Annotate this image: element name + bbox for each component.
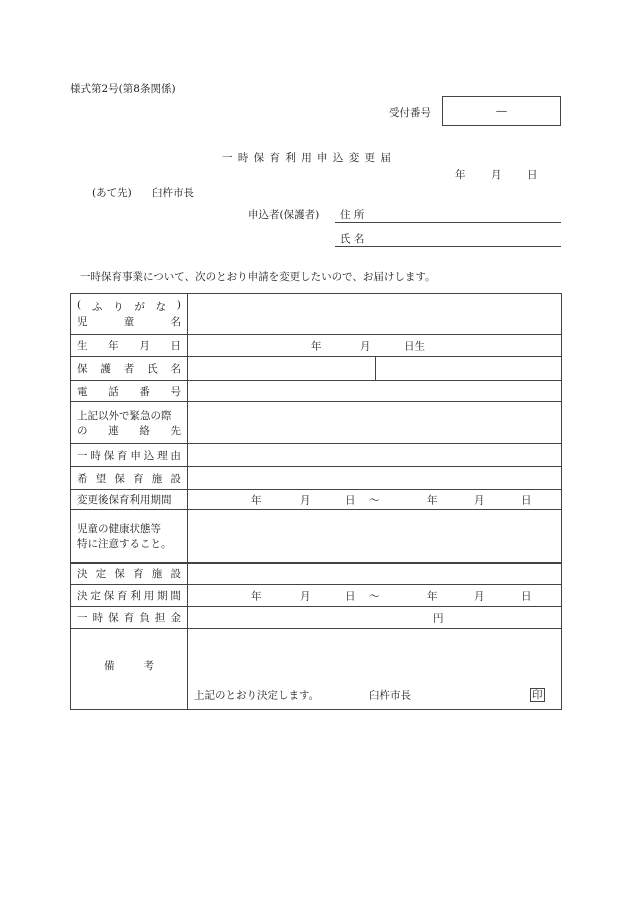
decided-start-month: 月 <box>300 590 311 602</box>
furigana-label <box>77 299 181 314</box>
remarks-field[interactable] <box>188 629 562 710</box>
remarks-label <box>104 658 154 673</box>
decided-facility-label-char: 保 <box>114 568 125 581</box>
addressee-prefix: (あて先) <box>92 187 132 199</box>
emergency-label-line1: 上記以外で緊急の際 <box>77 409 172 422</box>
decided-facility-label-char: 施 <box>151 568 163 581</box>
decided-period-tilde: ～ <box>369 590 380 602</box>
birth-day: 日生 <box>404 340 425 352</box>
child-name-chars <box>77 314 181 329</box>
row-health <box>71 510 562 563</box>
fee-label-char: 一 <box>77 612 88 624</box>
child-name-char: 名 <box>170 316 181 328</box>
desired-facility-label <box>77 471 181 486</box>
guardian-label-char: 者 <box>123 363 135 375</box>
furigana-char: ( <box>77 299 82 311</box>
fee-label-char: 時 <box>92 612 104 624</box>
document-title: 一 時 保 育 利 用 申 込 変 更 届 <box>222 152 392 164</box>
decided-end-month: 月 <box>474 590 485 602</box>
address-label: 住 所 <box>340 209 365 221</box>
guardian-extra-field[interactable] <box>376 357 562 381</box>
desired-facility-label-char: 育 <box>133 472 144 485</box>
row-reason <box>71 444 562 467</box>
furigana-char: が <box>134 301 145 313</box>
reason-label-char: 一 <box>77 449 88 462</box>
decided-facility-field[interactable] <box>188 563 562 585</box>
intro-text: 一時保育事業について、次のとおり申請を変更したいので、お届けします。 <box>80 271 436 283</box>
decision-mayor: 臼杵市長 <box>369 689 411 702</box>
decided-period-label <box>77 588 181 603</box>
receipt-label: 受付番号 <box>389 107 431 119</box>
emergency-line2-char: 連 <box>108 424 119 437</box>
date-month: 月 <box>491 169 502 181</box>
child-name-char: 児 <box>77 316 88 328</box>
furigana-char: な <box>155 301 167 313</box>
row-phone <box>71 381 562 402</box>
birth-year: 年 <box>311 340 322 352</box>
guardian-label-char: 護 <box>100 363 111 375</box>
desired-facility-label-char: 望 <box>95 472 107 485</box>
date-year: 年 <box>455 169 466 181</box>
changed-period-label: 変更後保育利用期間 <box>77 494 172 506</box>
row-fee <box>71 607 562 629</box>
reason-label-char: 育 <box>117 449 128 462</box>
phone-label-char: 番 <box>139 385 150 398</box>
child-name-char: 童 <box>123 316 135 328</box>
decided-period-label-char: 育 <box>117 590 128 602</box>
phone-label-char: 号 <box>170 385 181 398</box>
desired-facility-label-char: 保 <box>114 472 125 485</box>
form-number: 様式第2号(第8条関係) <box>70 83 176 95</box>
seal-stamp: 印 <box>532 689 543 701</box>
phone-label <box>77 384 181 399</box>
row-decided-facility <box>71 563 562 585</box>
fee-label-char: 担 <box>154 612 166 624</box>
changed-period-tilde: ～ <box>369 494 380 506</box>
row-guardian <box>71 357 562 381</box>
reason-label-char: 込 <box>143 449 155 462</box>
health-notes-field[interactable] <box>188 510 562 563</box>
name-line[interactable] <box>335 246 561 247</box>
address-line[interactable] <box>335 222 561 223</box>
emergency-contact-field[interactable] <box>188 402 562 444</box>
guardian-label <box>77 361 181 376</box>
remarks-label-char: 備 <box>104 659 115 672</box>
changed-start-month: 月 <box>300 494 311 506</box>
reason-label-char: 申 <box>130 449 141 462</box>
row-changed-period <box>71 490 562 510</box>
decided-period-field[interactable] <box>188 585 562 607</box>
birth-label-char: 日 <box>170 340 181 352</box>
furigana-char: ふ <box>91 301 103 313</box>
decision-text: 上記のとおり決定します。 <box>194 689 320 702</box>
application-form-table <box>70 293 562 710</box>
row-decided-period <box>71 585 562 607</box>
child-name-field[interactable] <box>188 294 562 335</box>
decided-start-year: 年 <box>251 590 262 602</box>
row-desired-facility <box>71 467 562 490</box>
emergency-line2-char: 絡 <box>139 424 150 437</box>
desired-facility-label-char: 希 <box>77 472 88 485</box>
row-child-name <box>71 294 562 335</box>
row-emergency <box>71 402 562 444</box>
decided-facility-label-char: 設 <box>170 568 181 581</box>
row-remarks <box>71 629 562 710</box>
remarks-label-char: 考 <box>143 659 154 672</box>
date-day: 日 <box>527 169 538 181</box>
desired-facility-field[interactable] <box>188 467 562 490</box>
birth-label <box>77 338 181 353</box>
decided-facility-label-char: 定 <box>95 568 107 581</box>
furigana-char: ) <box>176 299 181 311</box>
name-label: 氏 名 <box>340 233 365 245</box>
emergency-line2-char: の <box>77 424 88 437</box>
guardian-label-char: 保 <box>77 363 88 375</box>
decided-period-label-char: 期 <box>157 590 168 602</box>
receipt-number-box[interactable]: ― <box>442 96 561 126</box>
phone-label-char: 話 <box>108 385 119 398</box>
fee-label-char: 育 <box>123 612 135 624</box>
phone-field[interactable] <box>188 381 562 402</box>
emergency-label-line2 <box>77 423 181 438</box>
fee-unit: 円 <box>433 612 444 624</box>
furigana-char: り <box>113 301 124 313</box>
decided-facility-label-char: 育 <box>133 568 144 581</box>
birth-label-char: 生 <box>77 340 88 352</box>
reason-label <box>77 448 181 463</box>
birth-label-char: 年 <box>108 340 119 352</box>
fee-label <box>77 610 181 625</box>
reason-field[interactable] <box>188 444 562 467</box>
guardian-label-char: 氏 <box>147 363 158 375</box>
decided-period-label-char: 保 <box>103 590 115 602</box>
child-name-label <box>71 294 188 335</box>
decided-period-label-char: 利 <box>130 590 141 602</box>
changed-start-year: 年 <box>251 494 262 506</box>
fee-label-char: 金 <box>170 612 181 624</box>
decided-period-label-char: 決 <box>77 590 88 602</box>
decided-period-label-char: 用 <box>143 590 155 602</box>
desired-facility-label-char: 施 <box>151 472 163 485</box>
birth-label-char: 月 <box>139 340 150 352</box>
changed-end-day: 日 <box>521 494 532 506</box>
decided-facility-label <box>77 566 181 581</box>
phone-label-char: 電 <box>77 385 88 398</box>
reason-label-char: 時 <box>90 449 101 462</box>
health-label-line2: 特に注意すること。 <box>77 537 172 550</box>
applicant-label: 申込者(保護者) <box>248 209 320 221</box>
decided-start-day: 日 <box>345 590 356 602</box>
birthdate-field[interactable] <box>188 335 562 357</box>
reason-label-char: 由 <box>170 449 181 462</box>
changed-period-field[interactable] <box>188 490 562 510</box>
reason-label-char: 保 <box>103 449 115 462</box>
guardian-label-char: 名 <box>170 363 181 375</box>
desired-facility-label-char: 設 <box>170 472 181 485</box>
addressee: 臼杵市長 <box>152 187 194 199</box>
reason-label-char: 理 <box>157 449 168 462</box>
birth-month: 月 <box>360 340 371 352</box>
fee-label-char: 負 <box>139 612 150 624</box>
decided-period-label-char: 間 <box>170 590 181 602</box>
emergency-line2-char: 先 <box>170 424 181 437</box>
decided-period-label-char: 定 <box>90 590 101 602</box>
changed-start-day: 日 <box>345 494 356 506</box>
row-birthdate <box>71 335 562 357</box>
fee-field[interactable] <box>188 607 562 629</box>
fee-label-char: 保 <box>108 612 119 624</box>
guardian-name-field[interactable] <box>188 357 376 381</box>
health-label-line1: 児童の健康状態等 <box>77 522 161 535</box>
decided-facility-label-char: 決 <box>77 568 88 581</box>
changed-end-year: 年 <box>427 494 438 506</box>
decided-end-year: 年 <box>427 590 438 602</box>
changed-end-month: 月 <box>474 494 485 506</box>
decided-end-day: 日 <box>521 590 532 602</box>
